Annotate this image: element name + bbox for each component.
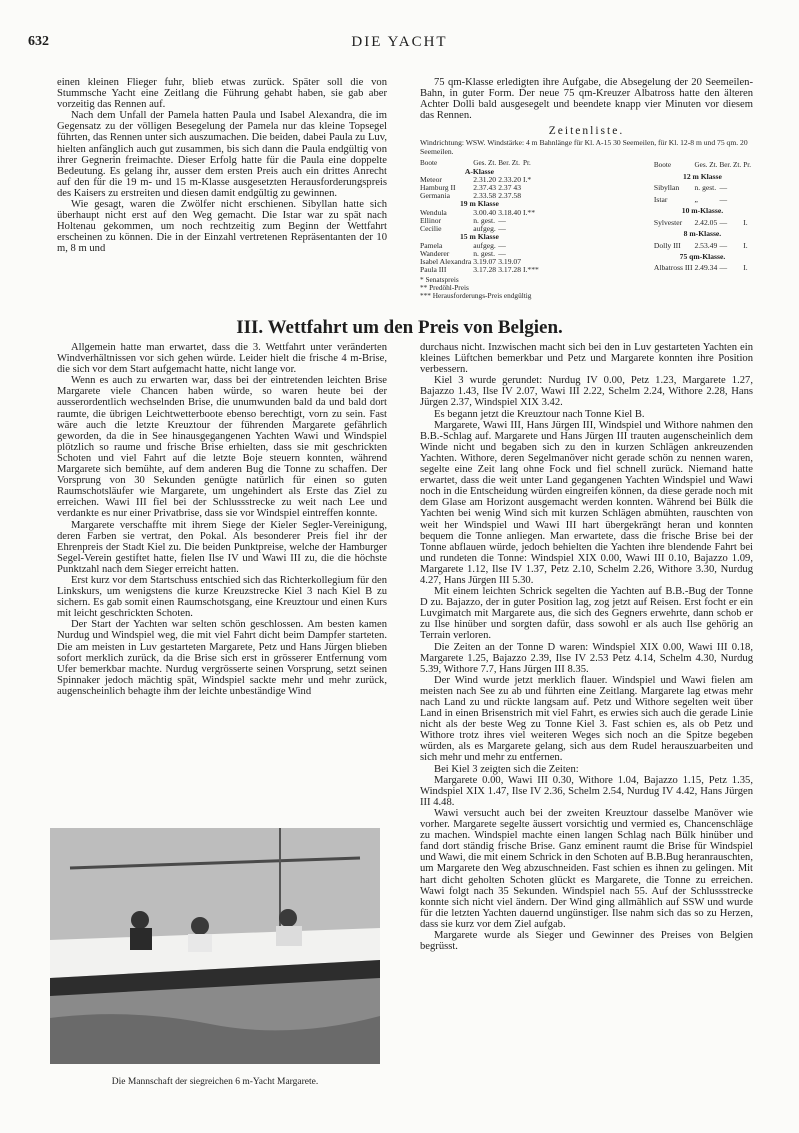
column-header: Ges. Zt. xyxy=(473,159,497,168)
cell-ges: n. gest. xyxy=(694,183,717,193)
cell-ber: — xyxy=(498,224,506,234)
cell-pr xyxy=(743,194,753,205)
class-label: A-Klasse xyxy=(464,166,494,176)
cell-ges: 3.19.07 xyxy=(473,256,497,266)
table-header-row xyxy=(654,159,753,170)
footnote: *** Herausforderungs-Preis endgültig xyxy=(420,291,532,301)
cell-ber: 3.19.07 xyxy=(498,256,521,266)
cell-ber: 3.18.40 xyxy=(498,207,521,217)
column-1 xyxy=(57,77,387,255)
column-header: Pr. xyxy=(743,161,751,170)
cell-ges: 2.33.58 xyxy=(473,191,497,201)
footnotes xyxy=(420,276,753,300)
paragraph: Margarete verschaffte mit ihrem Siege der Kieler Segler-Vereinigung, deren Farben sie vertrat, den Pokal. Als besonderer Preis fiel ihr der Ehrenpreis der Stadt Kiel zu. Die beiden Punktpreise, welche der Hamburger Segel-Verein gestiftet hatte, fielen Ilse IV und Wawi III zu, die die höchste Punktzahl nach dem Sieger erreicht hatten. xyxy=(57,519,387,575)
paragraph: Mit einem leichten Schrick segelten die Yachten auf B.B.-Bug der Tonne D zu. Bajazzo, der in guter Position lag, zog jetzt auf Reisen. Erst focht er ein Luvgimatch mit Margarete aus, die sich des Gegners erwehrte, dann schob er zu Ilse hinüber und sorgten dafür, dass sowohl er als auch Ilse gehörig an Terrain verloren. xyxy=(420,586,753,642)
cell-ber: 2.37.58 xyxy=(498,191,521,201)
cell-boat: Wanderer xyxy=(420,248,450,258)
cell-ber: 2.33.20 xyxy=(498,174,521,184)
paragraph: Margarete wurde als Sieger und Gewinner des Preises von Belgien begrüsst. xyxy=(420,929,753,953)
cell-ber: — xyxy=(498,215,506,225)
cell-ber: — xyxy=(498,240,506,250)
page-header xyxy=(0,34,799,54)
cell-pr: I.*** xyxy=(523,265,539,275)
class-label: 12 m Klasse xyxy=(683,171,722,181)
cell-pr: I. xyxy=(743,263,748,273)
paragraph: Kiel 3 wurde gerundet: Nurdug IV 0.00, Petz 1.23, Margarete 1.27, Bajazzo 1.43, Ilse IV 2.07, Wawi III 2.22, Schelm 2.24, Withore 2.28, Hans Jürgen 2.37, Windspiel XIX 3.42. xyxy=(420,375,753,409)
cell-boat: Hamburg II xyxy=(420,183,456,193)
cell-ges: 2.37.43 xyxy=(473,183,497,193)
class-label: 75 qm-Klasse. xyxy=(679,251,726,261)
table-row xyxy=(420,266,541,274)
cell-ges: „ xyxy=(694,194,698,204)
class-label: 8 m-Klasse. xyxy=(683,229,722,239)
sailboat-photo-illustration xyxy=(50,828,380,1064)
cell-pr: I.* xyxy=(523,174,532,184)
results-title: Zeitenliste. xyxy=(548,125,625,138)
table-row xyxy=(654,240,753,251)
cell-ges: 2.31.20 xyxy=(473,174,497,184)
cell-ber: — xyxy=(719,240,728,250)
paragraph: Nach dem Unfall der Pamela hatten Paula und Isabel Alexandra, die im Gegensatz zu der völligen Besegelung der Pamela nur das kleine Topsegel führten, das Rennen unter sich auszumachen. Die beiden, dabei Paula zu Luv, hielten anfänglich auch gut zusammen, bis sich dann die Paula endgültig von ihrer Gegnerin freimachte. Dieser Erfolg hatte für die Paula eine doppelte Bedeutung. Es gelang ihr, ausser dem ersten Preis auch ein drittes Anrecht auf den für die 19 m- und 15 m-Klasse ausgesetzten Herausforderungspreis des Kaisers zu erstreiten und diesen damit endgültig zu gewinnen. xyxy=(57,110,387,199)
class-label: 15 m Klasse xyxy=(460,232,499,242)
paragraph: Bei Kiel 3 zeigten sich die Zeiten: xyxy=(434,763,579,775)
paragraph: Wie gesagt, waren die Zwölfer nicht erschienen. Sibyllan hatte sich überhaupt nicht erst auf den Weg gemacht. Die Istar war zu spät nach Holtenau gekommen, um noch rechtzeitig zum Beginn der Wettfahrt erscheinen zu können. Die in der Einzahl vertretenen Repräsentanten der 10 m, 8 m und xyxy=(57,199,387,255)
cell-boat: Istar xyxy=(653,194,668,204)
wind-info: Windrichtung: WSW. Windstärke: 4 m Bahnlänge für Kl. A-15 30 Seemeilen, für Kl. 12-8 m und 75 qm. 20 Seemeilen. xyxy=(420,138,748,156)
cell-ber: 3.17.28 xyxy=(498,265,521,275)
paragraph: 75 qm-Klasse erledigten ihre Aufgabe, die Absegelung der 20 Seemeilen-Bahn, in guter Form. Der neue 75 qm-Kreuzer Albatross hatte den älteren Achter Dolli bald ausgesegelt und beendete knapp vier Minuten vor diesem das Rennen. xyxy=(420,77,753,122)
class-row xyxy=(654,251,753,262)
class-row xyxy=(654,171,753,182)
cell-ges: aufgeg. xyxy=(473,240,496,250)
cell-ber: — xyxy=(498,248,506,258)
cell-ges: aufgeg. xyxy=(473,224,496,234)
section-heading: III. Wettfahrt um den Preis von Belgien. xyxy=(236,317,563,338)
cell-boat: Germania xyxy=(420,191,450,201)
footnote: ** Predöhl-Preis xyxy=(420,283,469,293)
cell-ber: — xyxy=(719,217,728,227)
page-number: 632 xyxy=(28,34,49,49)
cell-pr xyxy=(523,217,541,225)
cell-ges: n. gest. xyxy=(473,248,495,258)
column-header: Ber. Zt. xyxy=(498,159,520,168)
cell-ges: 2.53.49 xyxy=(694,240,718,250)
column-header: Boote xyxy=(420,159,438,168)
paragraph: Der Wind wurde jetzt merklich flauer. Windspiel und Wawi fielen am meisten nach See zu ab und führten eine Zeitlang. Margarete lag etwas mehr nach Land zu und rückte langsam auf. Petz und Withore segelten weit über Land in einen Brisenstrich mit viel Fahrt, es erwies sich auch die gerade Linie nicht als der beste Weg zu Tonne Kiel 3. Fast schien es, als ob Petz und Withore trotz ihres viel weiteren Weges sich noch an die Spitze begeben würden, als es Margarete gelang, sich aus dem Rudel herauszuarbeiten und sich mehr und mehr zu entfernen. xyxy=(420,674,753,764)
cell-ges: 3.17.28 xyxy=(473,265,497,275)
column-4 xyxy=(420,342,753,952)
cell-boat: Paula III xyxy=(420,265,447,275)
cell-boat: Cecilie xyxy=(420,224,442,234)
paragraph: Margarete 0.00, Wawi III 0.30, Withore 1.04, Bajazzo 1.15, Petz 1.35, Windspiel XIX 1.47, Ilse IV 2.36, Schelm 2.54, Nurdug IV 4.42, Hans Jürgen III 4.48. xyxy=(420,774,753,808)
cell-pr xyxy=(523,250,541,258)
cell-pr: I. xyxy=(743,240,748,250)
column-header: Ber. Zt. xyxy=(719,161,742,170)
paragraph: Wenn es auch zu erwarten war, dass bei der eintretenden leichten Brise Margarete viele Chancen haben würde, so waren heute bei der ausserordentlich wechselnden Brise, die unumwunden bald da und bald dort raumte, die übrigen Leichtwetterboote ebenso berechtigt, vorn zu sein. Fast wäre auch die letzte Kreuztour der führenden Margarete gefährlich geworden, da die in See hinausgegangenen Yachten Wawi und Windspiel plötzlich so raume und frische Brise erhielten, dass sie mit geschrickten Schoten und viel Fahrt auf die letzte Boje steuern konnten, während Margarete sich bemühte, auf dem anderen Bug die Tonne zu schaffen. Der Vorsprung von 30 Sekunden genügte natürlich für einen so guten Raumschotsläufer wie Margarete, um ungehindert als Erste das Ziel zu erreichen. Wawi III fiel bei der Schlussstrecke zu weit nach Lee und verdankte es nur einer Privatbrise, dass sie vor Windspiel eintreffen konnte. xyxy=(57,375,387,520)
paragraph: Wawi versucht auch bei der zweiten Kreuztour dasselbe Manöver wie vorher. Margarete segelte äussert vorsichtig und vermied es, Chancenschläge zu machen. Windspiel machte einen langen Schlag nach Bülk hinüber und fand dort ständig frische Brise. Ganz eminent raumt die Brise für Windspiel und Wawi, die mit einem Schrick in den Schoten auf B.B.Bug heranrauschten, um Margarete den Weg abzuschneiden. Fast schien es ihnen zu gelingen. Mit hart dicht geholten Schoten glückt es Margarete, die Tonne zu erreichen. Wawi folgt nach 35 Sekunden. Windspiel nach 55. Auf der Schlussstrecke konnte sich nicht viel ändern. Der Wind ging allmählich auf SSW und wurde für die letzten Yachten dauernd ungünstiger. Ilse nahm sich das so zu Herzen, dass sie kurz vor dem Ziel aufgab. xyxy=(420,807,753,930)
cell-boat: Ellinor xyxy=(420,215,442,225)
running-title: DIE YACHT xyxy=(351,34,448,50)
table-row xyxy=(654,182,753,193)
column-3 xyxy=(57,342,387,697)
cell-pr: I. xyxy=(743,217,748,227)
cell-boat: Sibyllan xyxy=(653,183,680,193)
column-header: Pr. xyxy=(523,159,531,168)
cell-ges: 2.49.34 xyxy=(694,263,718,273)
cell-pr: I.** xyxy=(523,207,536,217)
class-label: 10 m-Klasse. xyxy=(681,206,724,216)
cell-boat: Pamela xyxy=(420,240,443,250)
paragraph: Erst kurz vor dem Startschuss entschied sich das Richterkollegium für den Linkskurs, um wenigstens die kurze Kreuzstrecke Kiel 3 nach Kiel B zu sichern. Es gab somit einen Raumschotsgang, eine Kreuztour und einen Kurs mit leicht geschrickten Schoten. xyxy=(57,574,387,620)
cell-ges: n. gest. xyxy=(473,215,495,225)
class-row xyxy=(654,228,753,239)
paragraph: Allgemein hatte man erwartet, dass die 3. Wettfahrt unter veränderten Windverhältnissen vor sich gehen würde. Leider hielt die frische 4 m-Brise, die sich vor dem Start aufgemacht hatte, nicht lange vor. xyxy=(57,342,387,376)
column-header: Ges. Zt. xyxy=(694,161,718,170)
column-2 xyxy=(420,77,753,300)
class-row xyxy=(654,205,753,216)
cell-pr xyxy=(523,184,541,192)
cell-ges: 2.42.05 xyxy=(694,217,718,227)
results-table xyxy=(420,159,753,274)
cell-ber: — xyxy=(719,263,728,273)
table-row xyxy=(654,217,753,228)
crew-photo xyxy=(50,828,380,1064)
table-row xyxy=(654,194,753,205)
table-row xyxy=(654,263,753,274)
cell-ges: 3.00.40 xyxy=(473,207,497,217)
results-table-right xyxy=(654,159,753,274)
cell-pr xyxy=(523,192,541,200)
footnote: * Senatspreis xyxy=(420,275,459,285)
cell-pr xyxy=(743,182,753,193)
cell-boat: Meteor xyxy=(420,174,442,184)
column-header: Boote xyxy=(653,161,672,170)
cell-boat: Dolly III xyxy=(653,240,681,250)
class-label: 19 m Klasse xyxy=(460,199,499,209)
paragraph: Es begann jetzt die Kreuztour nach Tonne Kiel B. xyxy=(434,408,645,420)
cell-ber: — xyxy=(719,183,728,193)
paragraph: Margarete, Wawi III, Hans Jürgen III, Windspiel und Withore nahmen den B.B.-Schlag auf. Margarete und Hans Jürgen III trauten augenscheinlich dem Winde nicht und begaben sich zu den in kurzen Schlägen ankreuzenden Yachten. Withore, deren Segelmanöver nicht gerade schön zu nennen waren, segelte eine Zeit lang ohne Fock und fiel schnell zurück. Niemand hatte erwartet, dass die weit unter Land gegangenen Yachten Windspiel und Wawi noch in die Entscheidung würden eingreifen können, da diese gerade noch mit dem Glase am Horizont ausgemacht werden konnten. Während bei Bülk die Yachten bei wenig Wind sich mit kurzen Schlägen abmühten, rauschten von weit her Windspiel und Wawi III hart übergekrängt heran und konnten bequem die Tonne anliegen. Man erwartete, dass die frische Brise bei der Tonne abflauen würde, jedoch behielten die Yachten ihre blendende Fahrt bei und rundeten die Tonne: Windspiel XIX 0.00, Wawi III 0.10, Bajazzo 1.09, Margarete 1.12, Ilse IV 1.37, Petz 2.10, Schelm 2.26, Withore 3.30, Nurdug 4.27, Hans Jürgen III 5.30. xyxy=(420,419,753,586)
cell-boat: Sylvester xyxy=(653,217,683,227)
paragraph: durchaus nicht. Inzwischen macht sich bei den in Luv gestarteten Yachten ein kleines Lüftchen bemerkbar und Petz und Margarete konnten ihre Position verbessern. xyxy=(420,342,753,376)
paragraph: Der Start der Yachten war selten schön geschlossen. Am besten kamen Nurdug und Windspiel weg, die mit viel Fahrt dicht beim Dampfer starteten. Die am meisten in Luv gestarteten Margarete, Petz und Hans Jürgen blieben sofort merklich zurück, da die Brise sich erst in grösserer Entfernung vom Ufer bemerkbar machte. Nurdug vergrösserte seinen Vorsprung, setzt seinen Spinnaker jedoch mächtig spät, Windspiel sackte mehr und mehr zurück, augenscheinlich behagte ihm der leichte unbeständige Wind xyxy=(57,619,387,697)
cell-ber: 2.37 43 xyxy=(498,183,521,193)
cell-boat: Isabel Alexandra xyxy=(420,256,472,266)
paragraph: einen kleinen Flieger fuhr, blieb etwas zurück. Später soll die von Stummsche Yacht eine Zeitlang die Führung gehabt haben, sie gab aber vorzeitig das Rennen auf. xyxy=(57,77,387,111)
paragraph: Die Zeiten an der Tonne D waren: Windspiel XIX 0.00, Wawi III 0.18, Margarete 1.25, Bajazzo 2.39, Ilse IV 2.53 Petz 4.14, Schelm 4.30, Nurdug 5.39, Withore 7.7, Hans Jürgen III 8.35. xyxy=(420,641,753,675)
cell-boat: Wendula xyxy=(420,207,447,217)
cell-pr xyxy=(523,225,541,233)
cell-boat: Albatross III xyxy=(653,263,693,273)
photo-caption: Die Mannschaft der siegreichen 6 m-Yacht Margarete. xyxy=(111,1077,319,1087)
results-table-left xyxy=(420,159,541,274)
cell-ber: — xyxy=(719,194,728,204)
cell-pr xyxy=(523,242,541,250)
